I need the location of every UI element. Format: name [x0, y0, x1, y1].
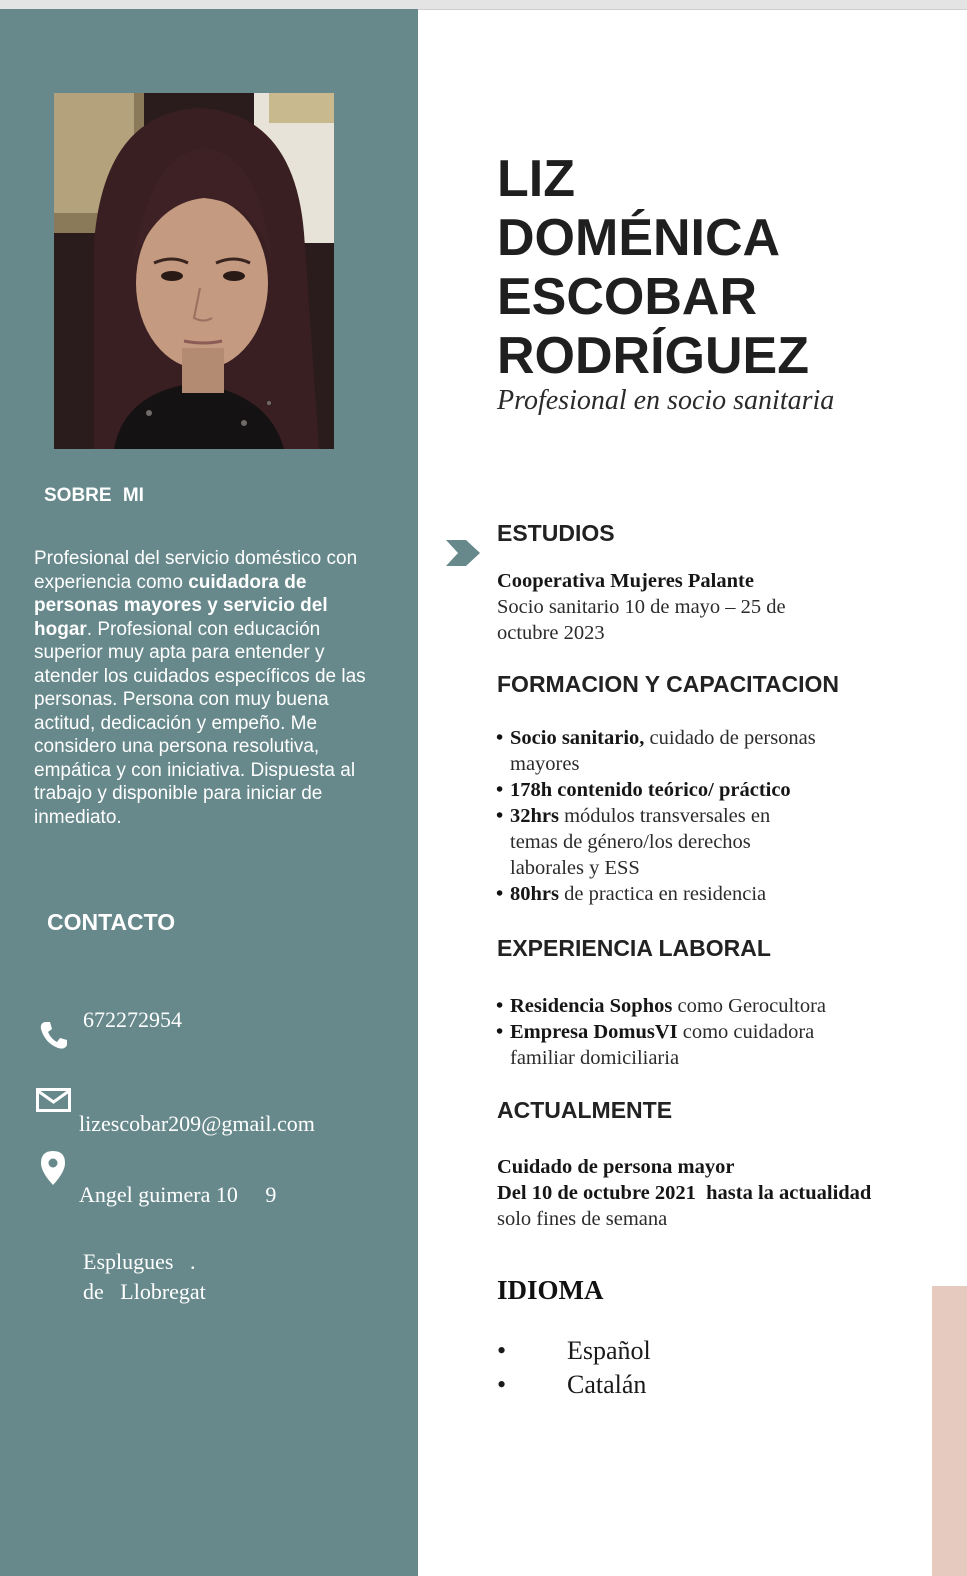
experience-heading: EXPERIENCIA LABORAL — [497, 935, 771, 961]
current-role: Cuidado de persona mayor — [497, 1156, 735, 1178]
mail-icon — [36, 1088, 71, 1112]
studies-institution: Cooperativa Mujeres Palante — [497, 570, 754, 592]
address-line-3: de Llobregat — [83, 1279, 206, 1304]
phone-number[interactable]: 672272954 — [83, 1007, 182, 1032]
studies-block — [497, 568, 847, 646]
email-address[interactable]: lizescobar209@gmail.com — [79, 1111, 315, 1136]
name-line: ESCOBAR — [497, 268, 758, 326]
current-dates: Del 10 de octubre 2021 hasta la actualidad — [497, 1182, 872, 1204]
list-item: • 178h contenido teórico/ práctico — [497, 777, 847, 803]
about-text: Profesional del servicio doméstico con experiencia como cuidadora de personas mayores y servicio del hogar. Profesional con educación superior muy apta para entender y atender los cuidados específicos de las personas. Persona con muy buena actitud, dedicación y empeño. Me considero una persona resolutiva, empática y con iniciativa. Dispuesta al trabajo y disponible para iniciar de inmediato. — [34, 548, 366, 828]
name-line: DOMÉNICA — [497, 209, 781, 267]
studies-detail: Socio sanitario 10 de mayo – 25 de octubre 2023 — [497, 596, 786, 644]
training-heading: FORMACION Y CAPACITACION — [497, 671, 840, 697]
section-arrow-icon — [444, 538, 482, 568]
list-item: • 80hrs de practica en residencia — [497, 881, 847, 907]
location-pin-icon — [40, 1150, 66, 1186]
name-line: RODRÍGUEZ — [497, 327, 809, 385]
experience-list — [497, 993, 857, 1071]
list-item: • Residencia Sophos como Gerocultora — [497, 993, 857, 1019]
name-line: LIZ — [497, 150, 575, 208]
list-item: • Socio sanitario, cuidado de personas mayores — [497, 725, 847, 777]
current-block — [497, 1154, 937, 1232]
address-line-1: Angel guimera 10 9 — [79, 1182, 277, 1207]
decorative-strip — [932, 1286, 967, 1576]
profile-photo — [54, 93, 334, 449]
languages-heading: IDIOMA — [497, 1275, 604, 1305]
list-item: • Empresa DomusVI como cuidadora familiar domiciliaria — [497, 1019, 857, 1071]
phone-icon — [38, 1019, 70, 1051]
training-list — [497, 725, 847, 907]
current-heading: ACTUALMENTE — [497, 1097, 673, 1123]
job-title: Profesional en socio sanitaria — [497, 385, 835, 416]
current-note: solo fines de semana — [497, 1208, 668, 1230]
about-heading: SOBRE MI — [44, 485, 144, 506]
contact-heading: CONTACTO — [47, 909, 176, 935]
list-item: • 32hrs módulos transversales en temas de género/los derechos laborales y ESS — [497, 803, 800, 881]
address-line-2: Esplugues . — [83, 1249, 196, 1274]
studies-heading: ESTUDIOS — [497, 520, 615, 546]
full-name — [497, 150, 809, 386]
